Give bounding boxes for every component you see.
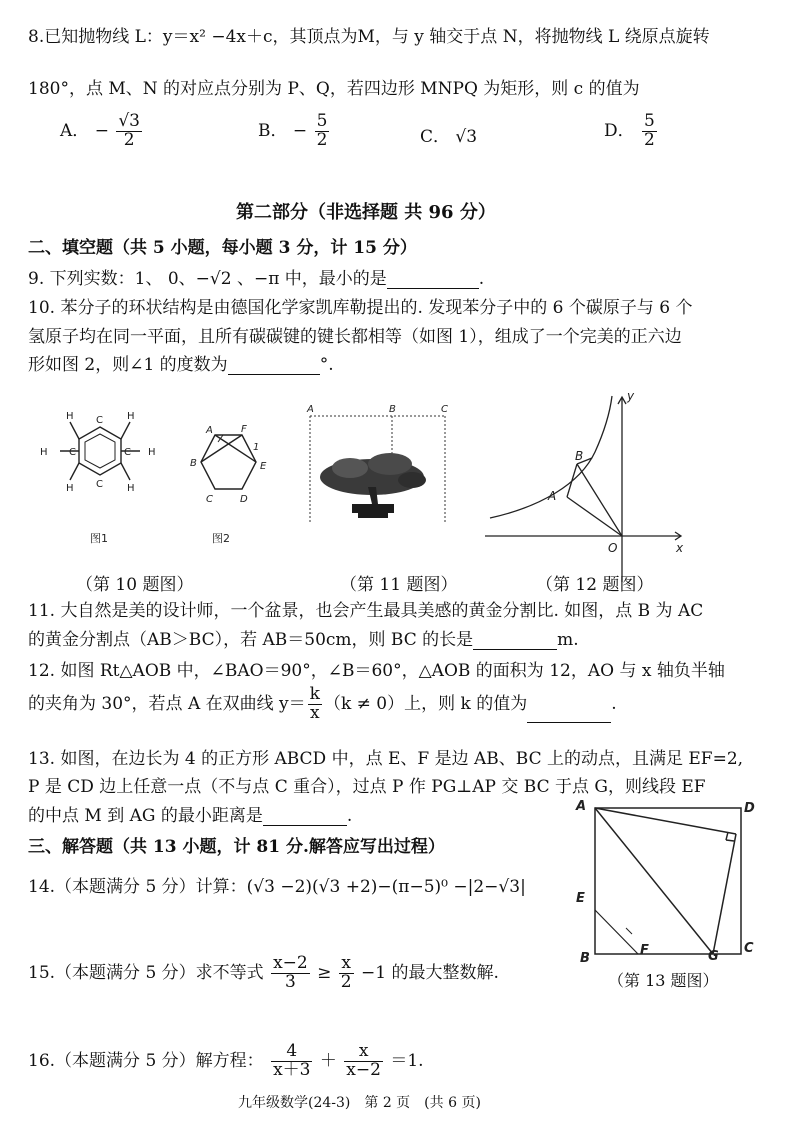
graph12-labels xyxy=(547,392,684,555)
svg-text:C: C xyxy=(441,404,448,415)
square-labels xyxy=(575,799,755,966)
svg-text:G: G xyxy=(708,949,719,964)
page-footer: 九年级数学(24-3) 第 2 页 (共 6 页) xyxy=(238,1095,481,1111)
q11-line1: 11. 大自然是美的设计师，一个盆景，也会产生最具美感的黄金分割比. 如图，点 B 为 AC xyxy=(28,601,704,621)
q13-line1: 13. 如图，在边长为 4 的正方形 ABCD 中，点 E、F 是边 AB、BC 上的动点，且满足 EF=2, xyxy=(28,749,744,769)
atom-label: H xyxy=(66,411,74,422)
q9: 9. 下列实数：1、 0、−√2 、−π 中，最小的是 . xyxy=(28,269,485,289)
fraction: $\frac{5}{2}$ xyxy=(316,111,328,150)
q10-line3: 形如图 2，则∠1 的度数为 °. xyxy=(28,355,334,375)
fraction: $\frac{5}{2}$ xyxy=(644,111,655,150)
hexagon-figure xyxy=(201,435,256,489)
svg-text:D: D xyxy=(240,494,248,505)
bonsai-figure xyxy=(310,416,445,522)
caption-q10: （第 10 题图） xyxy=(76,575,194,595)
q8-option-c[interactable]: C． √3 xyxy=(420,127,478,147)
q14: 14.（本题满分 5 分）计算：(√3 −2)(√3 +2)−(π−5)⁰ −|2−√3| xyxy=(28,877,526,897)
atom-label: C xyxy=(69,447,76,458)
svg-text:B: B xyxy=(190,458,197,469)
svg-text:B: B xyxy=(580,951,590,966)
svg-text:D: D xyxy=(744,801,755,816)
atom-label: C xyxy=(96,415,103,426)
svg-text:C: C xyxy=(744,941,754,956)
svg-text:A: A xyxy=(576,799,587,814)
q8-option-a[interactable]: A． − $\frac{√3}{2}$ xyxy=(60,111,140,150)
fraction: $\frac{√3}{2}$ xyxy=(118,111,140,150)
svg-text:E: E xyxy=(576,891,585,906)
square-lines xyxy=(595,808,741,954)
atom-label: C xyxy=(96,479,103,490)
q13-line3: 的中点 M 到 AG 的最小距离是 . xyxy=(28,806,353,826)
part-two-title: 第二部分（非选择题 共 96 分） xyxy=(236,202,496,223)
fraction: $\frac{k}{x}$ xyxy=(309,684,320,723)
answer-blank[interactable] xyxy=(228,354,320,375)
fraction: $\frac{x}{2}$ xyxy=(340,953,352,992)
figures-row xyxy=(20,392,780,592)
svg-text:F: F xyxy=(640,943,649,958)
q16: 16.（本题满分 5 分）解方程： $\frac{4}{x+3}$ ＋ $\frac{x}{x-2}$ ＝1. xyxy=(28,1041,424,1080)
fraction: $\frac{x}{x-2}$ xyxy=(346,1041,381,1080)
svg-text:1: 1 xyxy=(253,442,260,453)
caption-q11: （第 11 题图） xyxy=(340,575,458,595)
svg-text:E: E xyxy=(260,461,267,472)
q8-line2: 180°，点 M、N 的对应点分别为 P、Q，若四边形 MNPQ 为矩形，则 c 的值为 xyxy=(28,79,640,99)
svg-text:A: A xyxy=(307,404,314,415)
q15: 15.（本题满分 5 分）求不等式 $\frac{x-2}{3}$ ≥ $\frac{x}{2}$ −1 的最大整数解. xyxy=(28,953,499,992)
q10-line2: 氢原子均在同一平面，且所有碳碳键的键长都相等（如图 1），组成了一个完美的正六边 xyxy=(28,327,682,347)
svg-text:C: C xyxy=(206,494,213,505)
fraction: $\frac{4}{x+3}$ xyxy=(273,1041,311,1080)
q12-line1: 12. 如图 Rt△AOB 中，∠BAO＝90°，∠B＝60°，△AOB 的面积为 12，AO 与 x 轴负半轴 xyxy=(28,661,725,681)
section-answer-title: 三、解答题（共 13 小题，计 81 分.解答应写出过程） xyxy=(28,837,445,857)
q8-option-b[interactable]: B． − $\frac{5}{2}$ xyxy=(258,111,328,150)
q8-option-d[interactable]: D． $\frac{5}{2}$ xyxy=(604,111,655,150)
fig1-caption: 图1 xyxy=(90,532,108,545)
answer-blank[interactable] xyxy=(473,629,557,650)
q12-line2: 的夹角为 30°，若点 A 在双曲线 y＝ $\frac{k}{x}$ （k ≠ 0）上，则 k 的值为 . xyxy=(28,684,617,723)
q13-line2: P 是 CD 边上任意一点（不与点 C 重合），过点 P 作 PG⊥AP 交 BC 于点 G，则线段 EF xyxy=(28,777,706,797)
atom-label: C xyxy=(124,447,131,458)
q11-line2: 的黄金分割点（AB＞BC），若 AB＝50cm，则 BC 的长是 m. xyxy=(28,630,579,650)
q8-line1: 8.已知抛物线 L：y＝x² −4x＋c，其顶点为M，与 y 轴交于点 N，将抛物线 L 绕原点旋转 xyxy=(28,27,710,47)
svg-text:A: A xyxy=(206,425,213,436)
svg-text:x: x xyxy=(676,541,684,555)
svg-text:O: O xyxy=(608,541,618,555)
svg-text:y: y xyxy=(627,392,635,403)
atom-label: H xyxy=(127,411,135,422)
caption-q13: （第 13 题图） xyxy=(608,971,719,990)
fraction: $\frac{x-2}{3}$ xyxy=(273,953,308,992)
atom-label: H xyxy=(127,483,135,494)
atom-label: H xyxy=(148,447,156,458)
hyperbola-graph xyxy=(485,396,681,582)
svg-text:A: A xyxy=(548,489,557,503)
caption-q12: （第 12 题图） xyxy=(536,575,654,595)
q10-line1: 10. 苯分子的环状结构是由德国化学家凯库勒提出的. 发现苯分子中的 6 个碳原子与 6 个 xyxy=(28,298,693,318)
fig2-caption: 图2 xyxy=(212,532,230,545)
bonsai-labels xyxy=(306,404,448,415)
benzene-labels xyxy=(40,411,156,494)
square-figure xyxy=(568,792,768,992)
section-fill-blank-title: 二、填空题（共 5 小题，每小题 3 分，计 15 分） xyxy=(28,238,417,258)
svg-text:B: B xyxy=(575,449,584,463)
svg-text:B: B xyxy=(389,404,396,415)
atom-label: H xyxy=(66,483,74,494)
answer-blank[interactable] xyxy=(387,268,479,289)
answer-blank[interactable] xyxy=(263,805,347,826)
atom-label: H xyxy=(40,447,48,458)
answer-blank[interactable] xyxy=(527,702,611,723)
svg-text:F: F xyxy=(241,424,247,435)
math-expression: (√3 −2)(√3 +2)−(π−5)⁰ −|2−√3| xyxy=(246,877,526,897)
